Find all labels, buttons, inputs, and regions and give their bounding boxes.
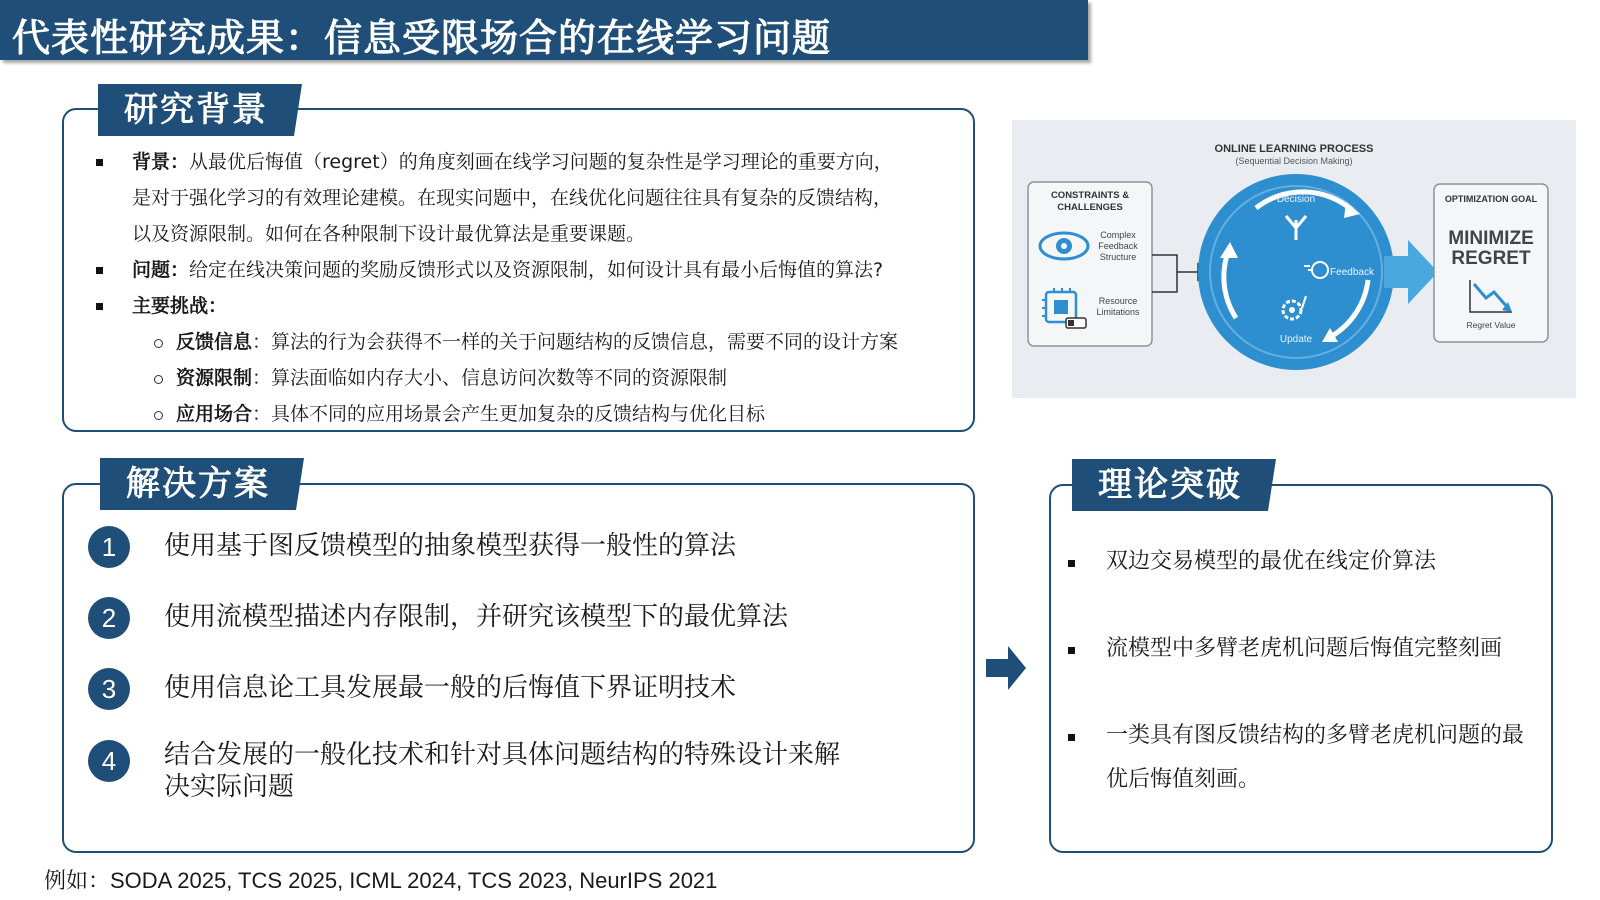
cycle-decision-label: Decision <box>1276 194 1316 205</box>
bullet-square-icon <box>1068 734 1075 741</box>
breakthrough-text: 双边交易模型的最优在线定价算法 <box>1106 549 1437 574</box>
bullet-label: 背景： <box>132 151 190 173</box>
connector-arrow <box>1152 272 1177 292</box>
solution-heading: 解决方案 <box>100 458 296 510</box>
bullet-square-icon <box>1068 560 1075 567</box>
breakthrough-item <box>1068 714 1538 802</box>
solution-number-badge: 2 <box>88 597 130 639</box>
sub-bullet-text: ：算法面临如内存大小、信息访问次数等不同的资源限制 <box>252 367 728 389</box>
cycle-update-label: Update <box>1279 334 1313 345</box>
diagram-process-subtitle: (Sequential Decision Making) <box>1235 156 1353 166</box>
connector-arrow <box>1152 255 1198 272</box>
regret-value-label: Regret Value <box>1466 320 1516 330</box>
solution-number-badge: 3 <box>88 668 130 710</box>
breakthrough-item <box>1068 627 1538 671</box>
bullet-square-icon <box>96 303 103 310</box>
bullet-square-icon <box>96 267 103 274</box>
bullet-problem <box>90 252 960 288</box>
bullet-square-icon <box>96 159 103 166</box>
battery-icon <box>1066 318 1086 328</box>
sub-bullet-feedback <box>90 324 960 360</box>
sub-bullet-resource <box>90 360 960 396</box>
solution-text: 使用流模型描述内存限制，并研究该模型下的最优算法 <box>164 602 789 632</box>
solution-item <box>88 597 864 639</box>
online-learning-diagram <box>1012 120 1576 398</box>
bullet-text-continued: 以及资源限制。如何在各种限制下设计最优算法是重要课题。 <box>132 223 646 245</box>
sub-bullet-text: ：具体不同的应用场景会产生更加复杂的反馈结构与优化目标 <box>252 403 766 425</box>
bullet-square-icon <box>1068 647 1075 654</box>
goal-minimize: MINIMIZE <box>1448 228 1534 249</box>
solution-number-badge: 1 <box>88 526 130 568</box>
title-bar <box>0 0 1088 60</box>
solution-text: 使用基于图反馈模型的抽象模型获得一般性的算法 <box>164 531 737 561</box>
resource-limitations-label: Resource <box>1098 296 1138 306</box>
sub-bullet-label: 反馈信息 <box>176 331 253 353</box>
background-heading: 研究背景 <box>98 84 294 136</box>
solution-item <box>88 526 864 568</box>
solution-number-badge: 4 <box>88 740 130 782</box>
background-bullets <box>90 144 960 432</box>
diagram-process-title: ONLINE LEARNING PROCESS <box>1214 143 1374 155</box>
bullet-text-continued: 是对于强化学习的有效理论建模。在现实问题中，在线优化问题往往具有复杂的反馈结构， <box>132 187 893 209</box>
bullet-background <box>90 144 960 180</box>
page-title: 代表性研究成果：信息受限场合的在线学习问题 <box>12 16 832 60</box>
bullet-circle-icon <box>154 339 163 348</box>
goal-title: OPTIMIZATION GOAL <box>1444 194 1538 204</box>
bullet-circle-icon <box>154 411 163 420</box>
sub-bullet-label: 应用场合 <box>176 403 253 425</box>
goal-arrow <box>1384 240 1438 304</box>
breakthrough-item <box>1068 540 1538 584</box>
breakthrough-text: 一类具有图反馈结构的多臂老虎机问题的最优后悔值刻画。 <box>1106 723 1525 792</box>
breakthrough-heading: 理论突破 <box>1072 459 1268 511</box>
cycle-feedback-label: Feedback <box>1330 267 1374 278</box>
footer-examples: 例如：SODA 2025, TCS 2025, ICML 2024, TCS 2023, NeurIPS 2021 <box>44 868 718 893</box>
bullet-text: 从最优后悔值（regret）的角度刻画在线学习问题的复杂性是学习理论的重要方向， <box>189 151 893 173</box>
bullet-label: 问题： <box>132 259 190 281</box>
sub-bullet-text: ：算法的行为会获得不一样的关于问题结构的反馈信息，需要不同的设计方案 <box>252 331 899 353</box>
arrow-right-icon <box>986 646 1026 690</box>
bullet-circle-icon <box>154 375 163 384</box>
sub-bullet-application <box>90 396 960 432</box>
goal-regret: REGRET <box>1451 248 1531 269</box>
complex-feedback-label: Structure <box>1099 252 1137 262</box>
constraints-title: CONSTRAINTS & <box>1050 190 1130 201</box>
breakthrough-text: 流模型中多臂老虎机问题后悔值完整刻画 <box>1106 636 1503 661</box>
solution-item <box>88 740 864 803</box>
solution-text: 结合发展的一般化技术和针对具体问题结构的特殊设计来解决实际问题 <box>164 740 841 802</box>
solution-item <box>88 668 864 710</box>
bullet-label: 主要挑战： <box>132 295 228 317</box>
complex-feedback-label: Feedback <box>1098 241 1138 251</box>
resource-limitations-label: Limitations <box>1096 307 1140 317</box>
sub-bullet-label: 资源限制 <box>176 367 253 389</box>
solution-text: 使用信息论工具发展最一般的后悔值下界证明技术 <box>164 673 737 703</box>
constraints-title: CHALLENGES <box>1057 202 1123 213</box>
complex-feedback-label: Complex <box>1100 230 1136 240</box>
bullet-text: 给定在线决策问题的奖励反馈形式以及资源限制，如何设计具有最小后悔值的算法? <box>189 259 884 281</box>
bullet-challenges <box>90 288 960 324</box>
